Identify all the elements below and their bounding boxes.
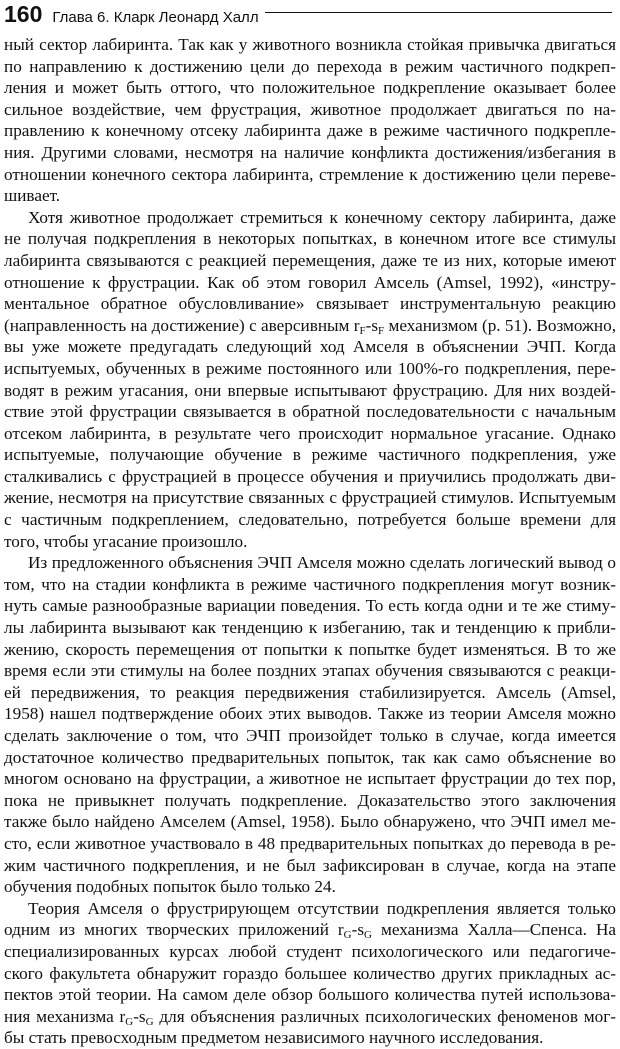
running-head: Глава 6. Кларк Леонард Халл [52, 9, 259, 26]
subscript: G [364, 929, 372, 942]
text-segment: механизма Халла—Спенса. На специализированных курсах любой студент психологического или педагогического факультета обнаружит гораздо большее количество других прикладных аспектов этой теории. На самом деле обзор большого количества путей использования механизма r [4, 920, 616, 1026]
text-segment: -s [351, 920, 365, 940]
subscript: F [378, 324, 385, 337]
paragraph-4 [4, 898, 616, 1049]
text-segment: Из предложенного объяснения ЭЧП Амселя можно сделать логический вывод о том, что на стадии конфликта в режиме частичного подкрепления могут возникнуть самые разнообразные вариации поведения. То есть когда одни и те же стимулы лабиринта вызывают как тенденцию к избеганию, так и тенденцию к приближению, скорость перемещения от попытки к попытке будет изменяться. В то же время если эти стимулы на более поздних этапах обучения связываются с реакцией передвижения, то реакция передвижения стабилизируется. Амсель (Amsel, 1958) нашел подтверждение обоих этих выводов. Также из теории Амселя можно сделать заключение о том, что ЭЧП произойдет только в случае, когда имеется достаточное количество предварительных попыток, так как само объяснение во многом основано на фрустрации, а животное не испытает фрустрации до тех пор, пока не привыкнет получать подкрепление. Доказательство этого заключения также было найдено Амселем (Amsel, 1958). Было обнаружено, что ЭЧП имел место, если животное участвовало в 48 предварительных попытках до перевода в режим частичного подкрепления, и не был зафиксирован в случае, когда на этапе обучения подобных попыток было только 24. [4, 553, 616, 897]
text-segment: для объяснения различных психологических феноменов могбы стать превосходным предметом независимого научного исследования. [4, 1006, 616, 1048]
text-segment: Теория Амселя о фрустрирующем отсутствии подкрепления является только одним из многих творческих приложений r [4, 898, 616, 940]
subscript: G [343, 929, 352, 942]
text-segment: -s [133, 1006, 146, 1026]
page-number: 160 [4, 1, 43, 27]
page-header [4, 0, 612, 30]
header-rule [265, 12, 612, 13]
subscript: F [359, 324, 366, 337]
text-segment: Хотя животное продолжает стремиться к конечному сектору лабиринта, даже не получая подкрепления в некоторых попытках, в конечном итоге все стимулы лабиринта связываются с реакцией перемещения, даже те из них, которые имеют отношение к фрустрации. Как об этом говорил Амсель (Amsel, 1992), «инструментальное обратное обусловливание» связывает инструментальную реакцию (направленность на достижение) с аверсивным r [4, 207, 616, 335]
paragraph-1 [4, 34, 616, 207]
paragraph-3 [4, 552, 616, 898]
subscript: G [145, 1015, 154, 1028]
text-segment: ный сектор лабиринта. Так как у животного возникла стойкая привычка двигаться по направлению к достижению цели до перехода в режим частичного подкрепления и может быть оттого, что положительное подкрепление оказывает более сильное воздействие, чем фрустрация, животное продолжает двигаться по направлению к конечному отсеку лабиринта даже в режиме частичного подкрепления. Другими словами, несмотря на наличие конфликта достижения/избегания в отношении конечного сектора лабиринта, стремление к достижению цели перевешивает. [4, 35, 616, 206]
paragraph-2 [4, 207, 616, 553]
text-segment: механизмом (р. 51). Возможно, вы уже можете предугадать следующий ход Амселя в объяснении ЭЧП. Когда испытуемых, обученных в режиме постоянного или 100%-го подкрепления, переводят в режим угасания, они впервые испытывают фрустрацию. Для них воздействие этой фрустрации связывается в обратной последовательности с начальным отсеком лабиринта, в результате чего происходит нормальное угасание. Однако испытуемые, получающие обучение в режиме частичного подкрепления, уже сталкивались с фрустрацией в процессе обучения и приучились продолжать движение, несмотря на присутствие связанных с фрустрацией стимулов. Испытуемым с частичным подкреплением, следовательно, потребуется больше времени для того, чтобы угасание произошло. [4, 315, 616, 551]
body-text [4, 34, 616, 1049]
text-segment: -s [365, 315, 379, 335]
subscript: G [125, 1015, 134, 1028]
